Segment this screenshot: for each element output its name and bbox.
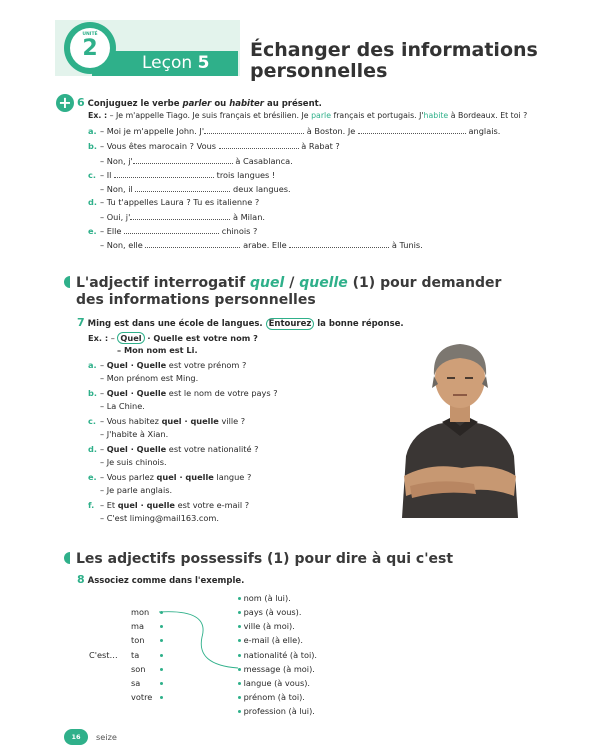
ex6-example-a: – Je m'appelle Tiago. Je suis français et brésilien. Je bbox=[107, 111, 312, 120]
ex7-item-d-question bbox=[88, 445, 258, 453]
answer-blank[interactable] bbox=[114, 170, 214, 178]
lecon-number: 5 bbox=[197, 53, 210, 73]
section1-title-line2: des informations personnelles bbox=[76, 292, 316, 308]
ex6-d1: – Tu t'appelles Laura ? Tu es italienne ? bbox=[100, 197, 260, 207]
ex6-item-d2 bbox=[100, 212, 265, 221]
unite-number: 2 bbox=[82, 36, 98, 61]
ex6-item-a bbox=[88, 126, 500, 135]
ex8-left-word: sa bbox=[131, 678, 141, 688]
ex7-instruction-circled: Entourez bbox=[266, 318, 315, 330]
ex7-item-d-answer: – Je suis chinois. bbox=[100, 457, 167, 467]
ex7-f-pre: – Et bbox=[100, 500, 118, 510]
ex7-example bbox=[88, 334, 258, 342]
ex6-item-e1 bbox=[88, 226, 257, 235]
choice-option[interactable]: Quel bbox=[106, 360, 128, 370]
item-label-d: d. bbox=[88, 197, 97, 207]
ex8-right-phrase: e-mail (à elle). bbox=[243, 635, 303, 645]
lecon-label-group bbox=[142, 53, 209, 73]
ex7-item-b-question bbox=[88, 389, 278, 397]
match-dot[interactable] bbox=[160, 696, 163, 699]
unite-badge-inner bbox=[70, 28, 110, 68]
ex8-right-phrase: message (à moi). bbox=[243, 664, 315, 674]
item-label-a: a. bbox=[88, 360, 97, 370]
ex8-instruction bbox=[77, 574, 244, 587]
lecon-label: Leçon bbox=[142, 53, 193, 73]
section1-title-b: (1) pour demander bbox=[347, 275, 502, 291]
ex8-right-phrase: pays (à vous). bbox=[243, 607, 302, 617]
plus-badge-icon: + bbox=[56, 94, 74, 112]
choice-option[interactable]: Quelle bbox=[136, 360, 167, 370]
ex6-b1-post: à Rabat ? bbox=[301, 141, 340, 151]
ex7-instruction-b: la bonne réponse. bbox=[314, 319, 404, 329]
ex6-item-b2 bbox=[100, 156, 293, 165]
ex7-example-dash: – bbox=[108, 333, 118, 343]
ex6-example-habite: habite bbox=[423, 111, 449, 120]
page-title-line2: personnelles bbox=[250, 60, 388, 82]
choice-option[interactable]: quel bbox=[161, 416, 182, 426]
page-number: 16 bbox=[71, 733, 81, 741]
ex6-b2-pre: – Non, j' bbox=[100, 156, 133, 166]
ex7-instruction-a: Ming est dans une école de langues. bbox=[87, 319, 266, 329]
match-dot[interactable] bbox=[238, 597, 241, 600]
answer-blank[interactable] bbox=[130, 212, 230, 220]
ex6-item-b1 bbox=[88, 141, 340, 150]
ex8-left-word: ton bbox=[131, 635, 145, 645]
unite-label: UNITÉ bbox=[82, 32, 98, 37]
ex7-c-pre: – Vous habitez bbox=[100, 416, 162, 426]
page-number-badge bbox=[64, 729, 88, 745]
ex8-right-phrase: langue (à vous). bbox=[243, 678, 311, 688]
match-dot[interactable] bbox=[238, 696, 241, 699]
ex6-d2-post: à Milan. bbox=[232, 212, 265, 222]
ex8-right-phrase: prénom (à toi). bbox=[243, 692, 305, 702]
item-label-e: e. bbox=[88, 472, 97, 482]
page-title bbox=[250, 40, 538, 82]
item-label-b: b. bbox=[88, 141, 97, 151]
ex8-left-word: son bbox=[131, 664, 146, 674]
item-label-c: c. bbox=[88, 170, 96, 180]
answer-blank[interactable] bbox=[145, 240, 240, 248]
ex7-item-a-question bbox=[88, 361, 246, 369]
ex7-item-c-question bbox=[88, 417, 245, 425]
choice-option[interactable]: quel bbox=[117, 500, 138, 510]
choice-option[interactable]: quel bbox=[156, 472, 177, 482]
ex6-e1-pre: – Elle bbox=[100, 226, 122, 236]
ex6-a1-pre: – Moi je m'appelle John. J' bbox=[100, 126, 205, 136]
item-label-b: b. bbox=[88, 388, 97, 398]
ex7-item-e-answer: – Je parle anglais. bbox=[100, 485, 173, 495]
item-label-c: c. bbox=[88, 416, 96, 426]
section1-title-quel: quel bbox=[250, 275, 285, 291]
ex6-number: 6 bbox=[77, 96, 85, 109]
ex7-example-label: Ex. : bbox=[88, 333, 109, 343]
ex6-example-parle: parle bbox=[311, 111, 331, 120]
ex7-item-b-answer: – La Chine. bbox=[100, 401, 145, 411]
match-dot[interactable] bbox=[238, 682, 241, 685]
ex6-example-c: à Bordeaux. Et toi ? bbox=[448, 111, 528, 120]
choice-sep: · bbox=[176, 472, 186, 482]
match-dot[interactable] bbox=[160, 682, 163, 685]
ex8-right-phrase: ville (à moi). bbox=[243, 621, 295, 631]
ex7-item-a-answer: – Mon prénom est Ming. bbox=[100, 373, 199, 383]
ex6-example bbox=[88, 112, 527, 120]
answer-blank[interactable] bbox=[124, 226, 219, 234]
ex7-a-post: est votre prénom ? bbox=[166, 360, 247, 370]
ex7-example-rest: · Quelle est votre nom ? bbox=[144, 333, 258, 343]
ex7-a-pre: – bbox=[100, 360, 107, 370]
section1-title-a: L'adjectif interrogatif bbox=[76, 275, 251, 291]
ex7-number: 7 bbox=[77, 316, 85, 329]
ex7-e-post: langue ? bbox=[213, 472, 252, 482]
ex6-example-b: français et portugais. J' bbox=[331, 111, 424, 120]
choice-option[interactable]: Quelle bbox=[136, 388, 167, 398]
section1-title-sep: / bbox=[284, 275, 300, 291]
ex6-e1-post: chinois ? bbox=[221, 226, 258, 236]
ex7-item-f-question bbox=[88, 501, 249, 509]
ex6-e2-pre: – Non, elle bbox=[100, 240, 143, 250]
ex6-instruction-a: Conjuguez le verbe bbox=[87, 99, 183, 109]
ex8-right-8[interactable] bbox=[238, 707, 315, 715]
answer-blank[interactable] bbox=[358, 126, 466, 134]
page-word: seize bbox=[96, 732, 117, 742]
ex8-left-6[interactable] bbox=[131, 693, 163, 701]
example-connector-line bbox=[150, 605, 250, 675]
choice-option[interactable]: Quel bbox=[106, 444, 128, 454]
choice-option[interactable]: quelle bbox=[185, 472, 214, 482]
choice-sep: · bbox=[127, 444, 137, 454]
ex6-c2-pre: – Non, il bbox=[100, 184, 133, 194]
section-title-possessifs bbox=[64, 551, 453, 568]
ex8-left-word: mon bbox=[131, 607, 150, 617]
choice-sep: · bbox=[127, 388, 137, 398]
ex7-d-pre: – bbox=[100, 444, 107, 454]
ex8-left-word: votre bbox=[131, 692, 153, 702]
ex6-a1-post: anglais. bbox=[468, 126, 501, 136]
ex8-right-phrase: nom (à lui). bbox=[243, 593, 291, 603]
ex8-left-word: ta bbox=[131, 650, 140, 660]
photo-ming bbox=[390, 336, 530, 518]
answer-blank[interactable] bbox=[133, 156, 233, 164]
ex6-instruction bbox=[77, 97, 322, 109]
ex8-right-6[interactable] bbox=[238, 679, 310, 687]
ex7-example-answer: – Mon nom est Li. bbox=[117, 345, 198, 355]
ex6-c2-post: deux langues. bbox=[233, 184, 291, 194]
section2-title-text: Les adjectifs possessifs (1) pour dire à qui c'est bbox=[76, 551, 454, 567]
ex7-b-post: est le nom de votre pays ? bbox=[166, 388, 278, 398]
choice-sep: · bbox=[181, 416, 191, 426]
ex6-item-c2 bbox=[100, 184, 291, 193]
ex7-c-post: ville ? bbox=[218, 416, 246, 426]
choice-option[interactable]: quelle bbox=[146, 500, 175, 510]
item-label-d: d. bbox=[88, 444, 97, 454]
item-label-e: e. bbox=[88, 226, 97, 236]
ex7-item-f-answer: – C'est liming@mail163.com. bbox=[100, 513, 220, 523]
ex6-e2-post: à Tunis. bbox=[391, 240, 423, 250]
ex6-d2-pre: – Oui, j' bbox=[100, 212, 131, 222]
choice-sep: · bbox=[137, 500, 147, 510]
answer-blank[interactable] bbox=[289, 240, 389, 248]
ex6-c1-post: trois langues ! bbox=[216, 170, 276, 180]
ex6-item-e2 bbox=[100, 240, 423, 249]
ex7-b-pre: – bbox=[100, 388, 107, 398]
item-label-a: a. bbox=[88, 126, 97, 136]
item-label-f: f. bbox=[88, 500, 95, 510]
ex7-d-post: est votre nationalité ? bbox=[166, 444, 259, 454]
ex7-item-c-answer: – J'habite à Xian. bbox=[100, 429, 169, 439]
ex6-item-d1 bbox=[88, 198, 259, 206]
ex8-left-5[interactable] bbox=[131, 679, 163, 687]
ex8-prefix: C'est… bbox=[89, 650, 118, 660]
ex6-a1-mid: à Boston. Je bbox=[306, 126, 356, 136]
ex6-instruction-c: au présent. bbox=[264, 99, 322, 109]
answer-blank[interactable] bbox=[135, 184, 230, 192]
section-bullet-icon bbox=[64, 552, 70, 564]
section1-title-quelle: quelle bbox=[299, 275, 348, 291]
choice-option[interactable]: Quel bbox=[106, 388, 128, 398]
ex7-f-post: est votre e-mail ? bbox=[174, 500, 250, 510]
ex6-verb-habiter: habiter bbox=[229, 99, 264, 109]
match-dot[interactable] bbox=[238, 710, 241, 713]
ex6-c1-pre: – Il bbox=[100, 170, 112, 180]
ex8-instruction-text: Associez comme dans l'exemple. bbox=[87, 576, 245, 586]
choice-option[interactable]: Quelle bbox=[136, 444, 167, 454]
ex8-right-7[interactable] bbox=[238, 693, 305, 701]
ex6-e2-mid: arabe. Elle bbox=[243, 240, 287, 250]
ex6-example-label: Ex. : bbox=[88, 111, 108, 120]
ex7-example-circled: Quel bbox=[117, 332, 144, 344]
ex6-b1-pre: – Vous êtes marocain ? Vous bbox=[100, 141, 217, 151]
section-bullet-icon bbox=[64, 276, 70, 288]
ex6-instruction-b: ou bbox=[211, 99, 230, 109]
section-title-interrogatif bbox=[64, 275, 501, 309]
ex8-number: 8 bbox=[77, 573, 85, 586]
ex6-verb-parler: parler bbox=[182, 99, 212, 109]
ex7-item-e-question bbox=[88, 473, 251, 481]
page-title-line1: Échanger des informations bbox=[250, 39, 538, 61]
ex8-right-phrase: profession (à lui). bbox=[243, 706, 315, 716]
choice-sep: · bbox=[127, 360, 137, 370]
ex7-instruction bbox=[77, 317, 404, 330]
ex6-b2-post: à Casablanca. bbox=[235, 156, 293, 166]
ex8-right-0[interactable] bbox=[238, 594, 291, 602]
ex8-right-phrase: nationalité (à toi). bbox=[243, 650, 318, 660]
ex8-left-word: ma bbox=[131, 621, 144, 631]
choice-option[interactable]: quelle bbox=[190, 416, 219, 426]
answer-blank[interactable] bbox=[219, 141, 299, 149]
ex7-e-pre: – Vous parlez bbox=[100, 472, 157, 482]
ex6-item-c1 bbox=[88, 170, 275, 179]
answer-blank[interactable] bbox=[204, 126, 304, 134]
